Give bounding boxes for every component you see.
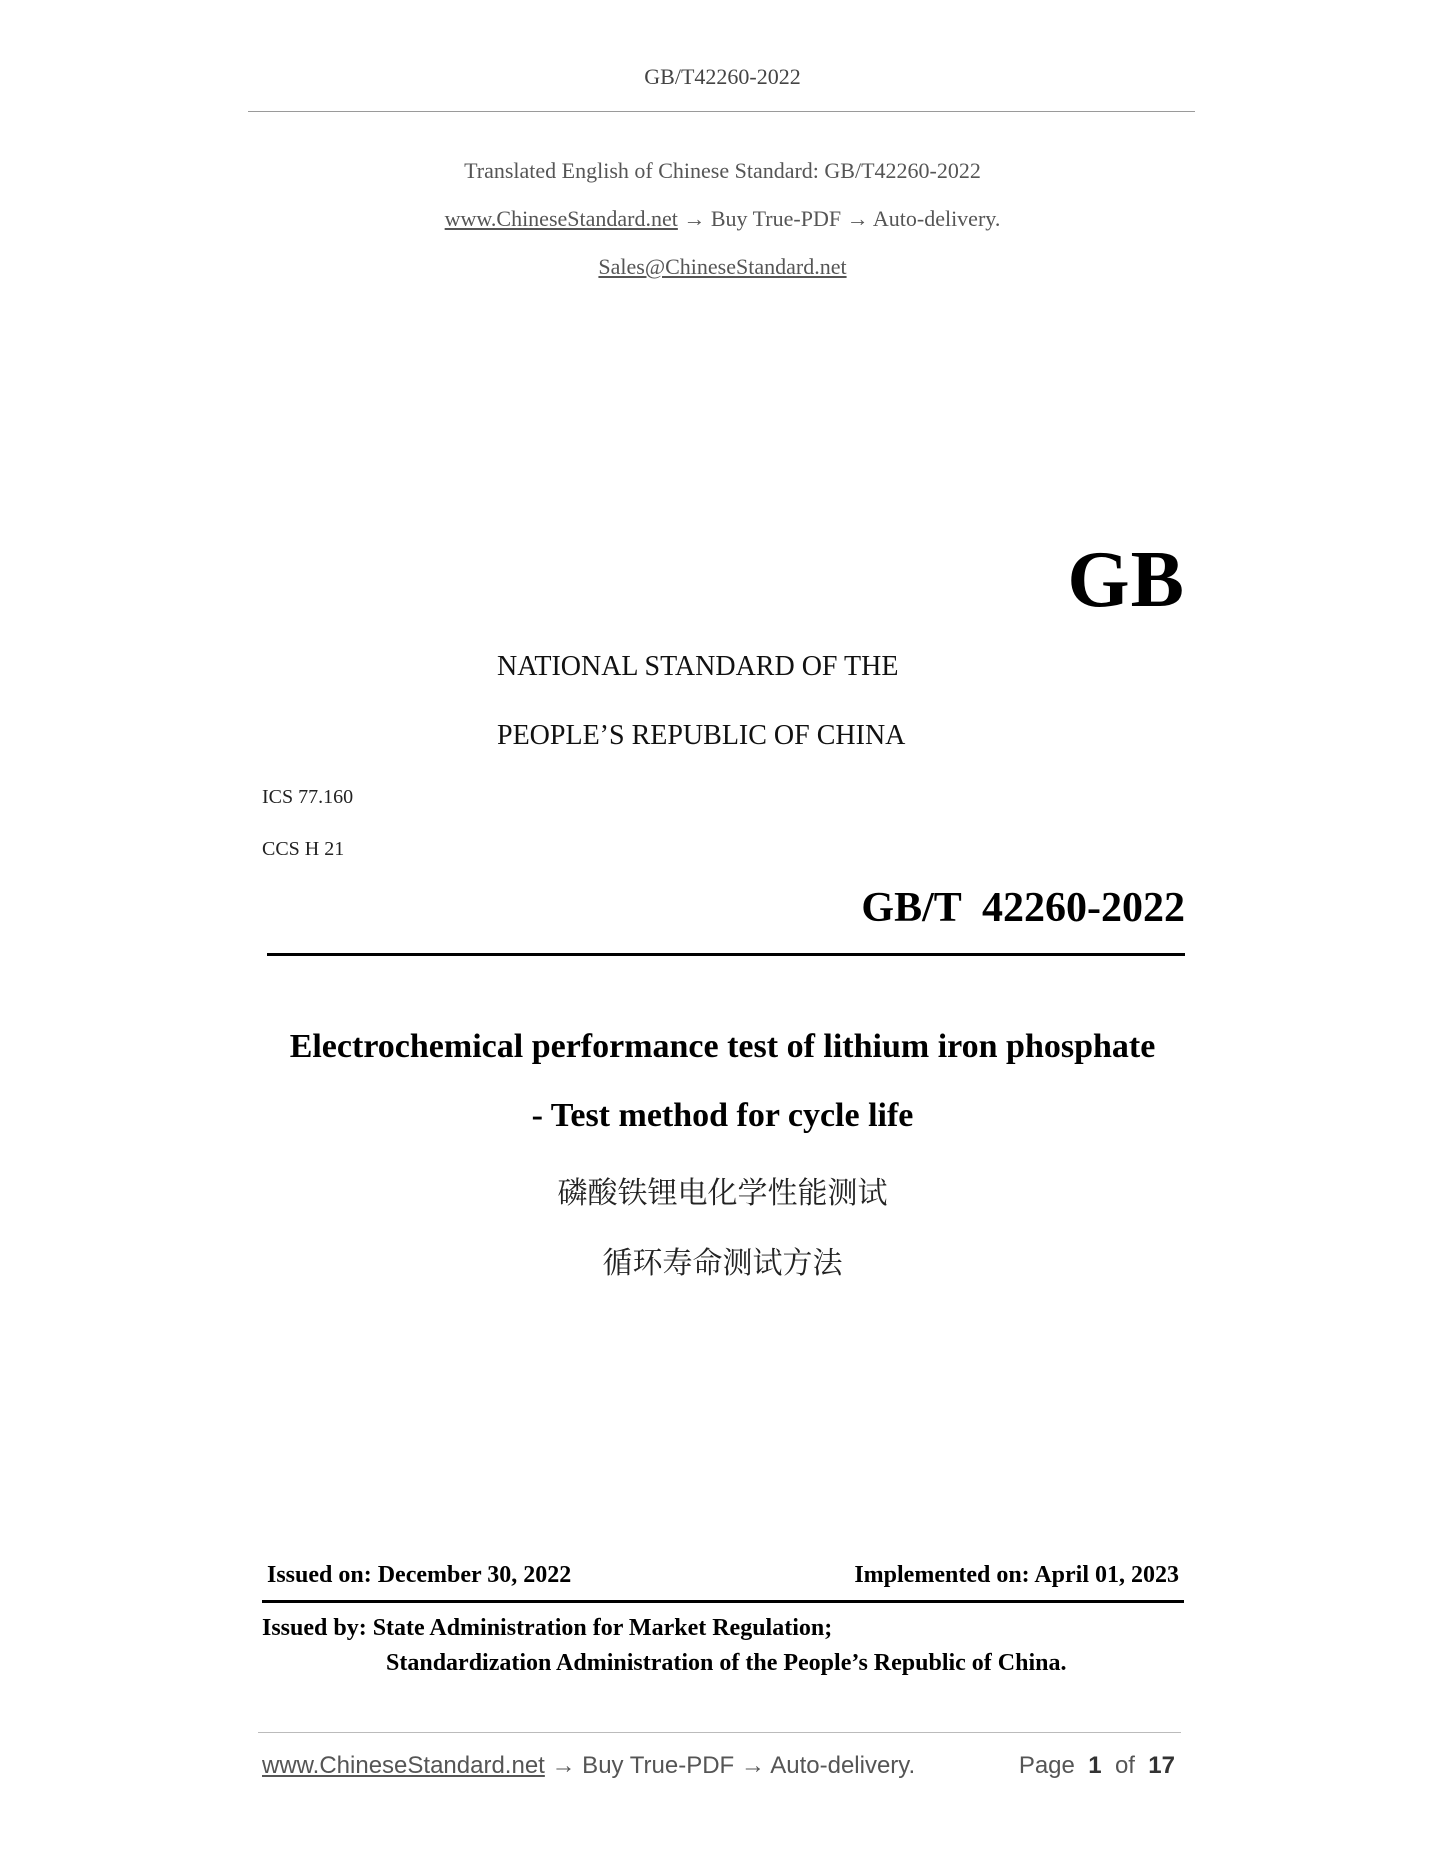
footer-divider [258,1732,1181,1733]
gb-mark: GB [1067,536,1185,624]
page-number: 1 [1088,1752,1102,1779]
purchase-text: → Buy True-PDF → Auto-delivery. [677,206,1001,231]
issued-on-date: Issued on: December 30, 2022 [267,1562,572,1588]
site-link[interactable]: www.ChineseStandard.net [444,206,678,231]
chinese-title-line-1: 磷酸铁锂电化学性能测试 [557,1176,888,1211]
page-label: Page [1018,1752,1075,1779]
footer-purchase-text: → Buy True-PDF → Auto-delivery. [544,1752,916,1779]
translation-notice: Translated English of Chinese Standard: GB/T42260-2022 [464,158,981,183]
chinese-title-line-2: 循环寿命测试方法 [602,1246,843,1281]
national-standard-line-2: PEOPLE’S REPUBLIC OF CHINA [497,720,906,751]
dates-divider [262,1600,1184,1603]
issued-by-line-2: Standardization Administration of the People’s Republic of China. [386,1650,1067,1676]
title-divider [267,953,1185,956]
national-standard-line-1: NATIONAL STANDARD OF THE [497,651,899,682]
sales-email-link[interactable]: Sales@ChineseStandard.net [598,254,847,279]
of-label: of [1114,1752,1135,1779]
english-title-line-1: Electrochemical performance test of lithium iron phosphate [289,1028,1156,1065]
email-line [0,254,1445,280]
implemented-on-date: Implemented on: April 01, 2023 [854,1562,1179,1588]
page-indicator [1019,1752,1175,1780]
ccs-code: CCS H 21 [262,838,345,860]
english-title-line-2: - Test method for cycle life [531,1097,914,1134]
total-pages: 17 [1148,1752,1175,1779]
purchase-line [0,206,1445,232]
footer-site-link[interactable]: www.ChineseStandard.net [262,1752,545,1779]
issued-by-line-1: Issued by: State Administration for Market Regulation; [262,1615,833,1641]
ics-code: ICS 77.160 [262,786,354,808]
header-divider [248,111,1195,112]
footer-purchase-line [262,1752,915,1780]
standard-number: GB/T 42260-2022 [861,885,1185,931]
running-header: GB/T42260-2022 [644,64,801,89]
